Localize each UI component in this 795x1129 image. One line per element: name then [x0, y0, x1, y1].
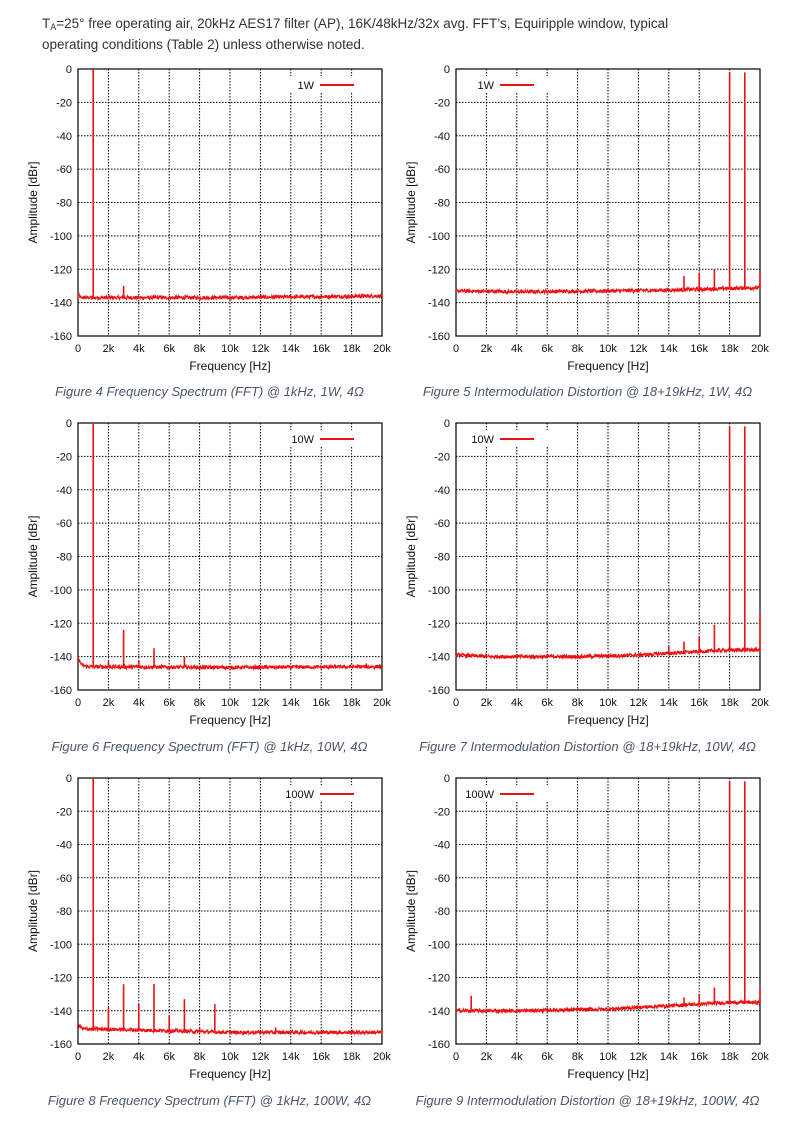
x-tick-label: 18k [720, 1051, 739, 1063]
x-tick-label: 8k [571, 1051, 584, 1063]
x-tick-label: 4k [132, 1051, 145, 1063]
y-tick-label: -160 [427, 685, 450, 697]
x-tick-label: 14k [281, 343, 300, 355]
y-tick-label: -80 [434, 551, 450, 564]
x-axis-label: Frequency [Hz] [189, 1067, 271, 1081]
y-tick-label: -100 [49, 584, 72, 597]
x-tick-label: 14k [659, 1051, 678, 1063]
y-tick-label: -120 [427, 972, 450, 985]
x-tick-label: 20k [373, 1051, 391, 1063]
y-tick-label: -100 [427, 584, 450, 597]
x-tick-label: 8k [193, 343, 206, 355]
x-tick-label: 0 [452, 1051, 460, 1063]
caption-figure-8: Figure 8 Frequency Spectrum (FFT) @ 1kHz, 100W, 4Ω [47, 1093, 372, 1108]
x-tick-label: 10k [599, 697, 617, 709]
legend-label: 100W [285, 789, 314, 801]
x-tick-label: 18k [720, 697, 739, 709]
x-tick-label: 6k [163, 1051, 176, 1063]
y-tick-label: -60 [56, 872, 72, 885]
caption-figure-4: Figure 4 Frequency Spectrum (FFT) @ 1kHz, 1W, 4Ω [55, 384, 364, 399]
x-tick-label: 4k [132, 697, 145, 709]
y-tick-label: -20 [434, 97, 450, 110]
y-tick-label: -80 [56, 906, 72, 918]
x-tick-label: 6k [163, 697, 176, 709]
x-tick-label: 18k [342, 343, 361, 355]
x-tick-label: 6k [541, 697, 554, 709]
y-tick-label: -140 [49, 651, 72, 664]
y-tick-label: -120 [427, 618, 450, 631]
y-tick-label: -140 [427, 1005, 450, 1018]
y-axis-label: Amplitude [dBr] [26, 161, 40, 244]
x-tick-label: 18k [720, 343, 739, 355]
x-tick-label: 6k [541, 343, 554, 355]
y-axis-label: Amplitude [dBr] [404, 869, 418, 953]
legend-label: 10W [291, 434, 314, 446]
y-axis-label: Amplitude [dBr] [404, 515, 418, 598]
y-tick-label: -140 [427, 651, 450, 664]
y-tick-label: -60 [56, 518, 72, 531]
caption-figure-7: Figure 7 Intermodulation Distortion @ 18+19kHz, 10W, 4Ω [419, 739, 756, 754]
y-tick-label: -20 [56, 97, 72, 110]
x-tick-label: 2k [480, 343, 493, 355]
x-tick-label: 6k [163, 343, 176, 355]
x-tick-label: 20k [373, 697, 391, 709]
y-tick-label: -20 [434, 806, 450, 819]
y-tick-label: -20 [434, 451, 450, 464]
x-tick-label: 2k [102, 343, 115, 355]
y-tick-label: -140 [49, 1005, 72, 1018]
y-tick-label: -100 [427, 939, 450, 952]
y-tick-label: -40 [56, 484, 72, 497]
y-tick-label: -60 [56, 164, 72, 177]
y-tick-label: -120 [49, 618, 72, 631]
x-axis-label: Frequency [Hz] [567, 359, 649, 373]
y-tick-label: -100 [49, 939, 72, 952]
y-tick-label: -40 [434, 484, 450, 497]
y-tick-label: -60 [434, 872, 450, 885]
x-tick-label: 8k [193, 697, 206, 709]
x-tick-label: 16k [312, 343, 331, 355]
caption-figure-6: Figure 6 Frequency Spectrum (FFT) @ 1kHz, 10W, 4Ω [51, 739, 368, 754]
chart-1-group [404, 64, 769, 373]
chart-0-group [26, 64, 391, 373]
y-tick-label: -160 [49, 331, 72, 343]
x-tick-label: 10k [221, 697, 239, 709]
x-tick-label: 0 [452, 343, 460, 355]
x-tick-label: 10k [599, 343, 617, 355]
y-tick-label: -60 [434, 164, 450, 177]
y-tick-label: -60 [434, 518, 450, 531]
x-tick-label: 2k [102, 697, 115, 709]
y-tick-label: -40 [56, 839, 72, 852]
x-tick-label: 16k [690, 1051, 709, 1063]
x-tick-label: 4k [510, 697, 523, 709]
y-tick-label: -120 [427, 264, 450, 277]
x-tick-label: 0 [452, 697, 460, 709]
x-tick-label: 8k [571, 343, 584, 355]
y-tick-label: -160 [427, 331, 450, 343]
y-tick-label: -100 [427, 230, 450, 243]
caption-figure-5: Figure 5 Intermodulation Distortion @ 18+19kHz, 1W, 4Ω [422, 384, 753, 399]
x-tick-label: 12k [251, 343, 270, 355]
x-tick-label: 12k [251, 697, 270, 709]
chart-2-group [26, 418, 391, 727]
y-tick-label: 0 [65, 773, 72, 785]
x-tick-label: 16k [690, 343, 709, 355]
y-axis-label: Amplitude [dBr] [404, 161, 418, 244]
y-tick-label: -100 [49, 230, 72, 243]
x-tick-label: 2k [480, 697, 493, 709]
chart-5-group [404, 773, 769, 1081]
y-tick-label: -80 [434, 197, 450, 210]
y-tick-label: 0 [443, 418, 450, 430]
legend-label: 10W [471, 434, 494, 446]
x-axis-label: Frequency [Hz] [189, 359, 271, 373]
x-tick-label: 0 [74, 343, 82, 355]
y-tick-label: 0 [65, 64, 72, 76]
y-tick-label: -40 [56, 130, 72, 143]
y-tick-label: -40 [434, 130, 450, 143]
y-tick-label: -140 [49, 297, 72, 310]
header-line2: operating conditions (Table 2) unless otherwise noted. [42, 37, 365, 52]
y-axis-label: Amplitude [dBr] [26, 869, 40, 953]
y-tick-label: -160 [427, 1039, 450, 1051]
y-tick-label: -120 [49, 972, 72, 985]
x-tick-label: 10k [599, 1051, 617, 1063]
x-tick-label: 16k [312, 697, 331, 709]
x-tick-label: 8k [571, 697, 584, 709]
header-t: T [42, 16, 51, 31]
x-tick-label: 18k [342, 697, 361, 709]
y-tick-label: 0 [443, 64, 450, 76]
x-tick-label: 6k [541, 1051, 554, 1063]
y-tick-label: -80 [434, 906, 450, 918]
chart-4-group [26, 773, 391, 1081]
y-tick-label: -80 [56, 197, 72, 210]
x-tick-label: 14k [281, 697, 300, 709]
y-axis-label: Amplitude [dBr] [26, 515, 40, 598]
x-tick-label: 4k [510, 343, 523, 355]
x-tick-label: 20k [751, 1051, 769, 1063]
x-tick-label: 10k [221, 1051, 239, 1063]
x-tick-label: 12k [629, 697, 648, 709]
x-tick-label: 18k [342, 1051, 361, 1063]
x-tick-label: 12k [251, 1051, 270, 1063]
legend-label: 100W [465, 789, 494, 801]
y-tick-label: -40 [434, 839, 450, 852]
x-tick-label: 14k [659, 343, 678, 355]
y-tick-label: 0 [65, 418, 72, 430]
x-tick-label: 10k [221, 343, 239, 355]
legend-label: 1W [297, 80, 314, 92]
header-line1: =25° free operating air, 20kHz AES17 filter (AP), 16K/48kHz/32x avg. FFT’s, Equiripple window, typical [56, 16, 669, 31]
x-tick-label: 2k [102, 1051, 115, 1063]
x-tick-label: 2k [480, 1051, 493, 1063]
x-tick-label: 16k [690, 697, 709, 709]
x-tick-label: 20k [751, 343, 769, 355]
x-axis-label: Frequency [Hz] [189, 713, 271, 727]
x-tick-label: 12k [629, 343, 648, 355]
x-tick-label: 4k [510, 1051, 523, 1063]
x-tick-label: 20k [751, 697, 769, 709]
y-tick-label: -80 [56, 551, 72, 564]
y-tick-label: -120 [49, 264, 72, 277]
x-tick-label: 12k [629, 1051, 648, 1063]
x-tick-label: 0 [74, 697, 82, 709]
x-tick-label: 16k [312, 1051, 331, 1063]
x-axis-label: Frequency [Hz] [567, 713, 649, 727]
x-tick-label: 8k [193, 1051, 206, 1063]
x-tick-label: 14k [659, 697, 678, 709]
caption-figure-9: Figure 9 Intermodulation Distortion @ 18+19kHz, 100W, 4Ω [415, 1093, 760, 1108]
chart-3-group [404, 418, 769, 727]
y-tick-label: -20 [56, 806, 72, 819]
y-tick-label: -160 [49, 685, 72, 697]
x-tick-label: 0 [74, 1051, 82, 1063]
y-tick-label: -140 [427, 297, 450, 310]
x-tick-label: 20k [373, 343, 391, 355]
header-t-subscript: A [50, 22, 57, 32]
legend-label: 1W [477, 80, 494, 92]
x-tick-label: 14k [281, 1051, 300, 1063]
y-tick-label: 0 [443, 773, 450, 785]
x-axis-label: Frequency [Hz] [567, 1067, 649, 1081]
x-tick-label: 4k [132, 343, 145, 355]
y-tick-label: -160 [49, 1039, 72, 1051]
y-tick-label: -20 [56, 451, 72, 464]
